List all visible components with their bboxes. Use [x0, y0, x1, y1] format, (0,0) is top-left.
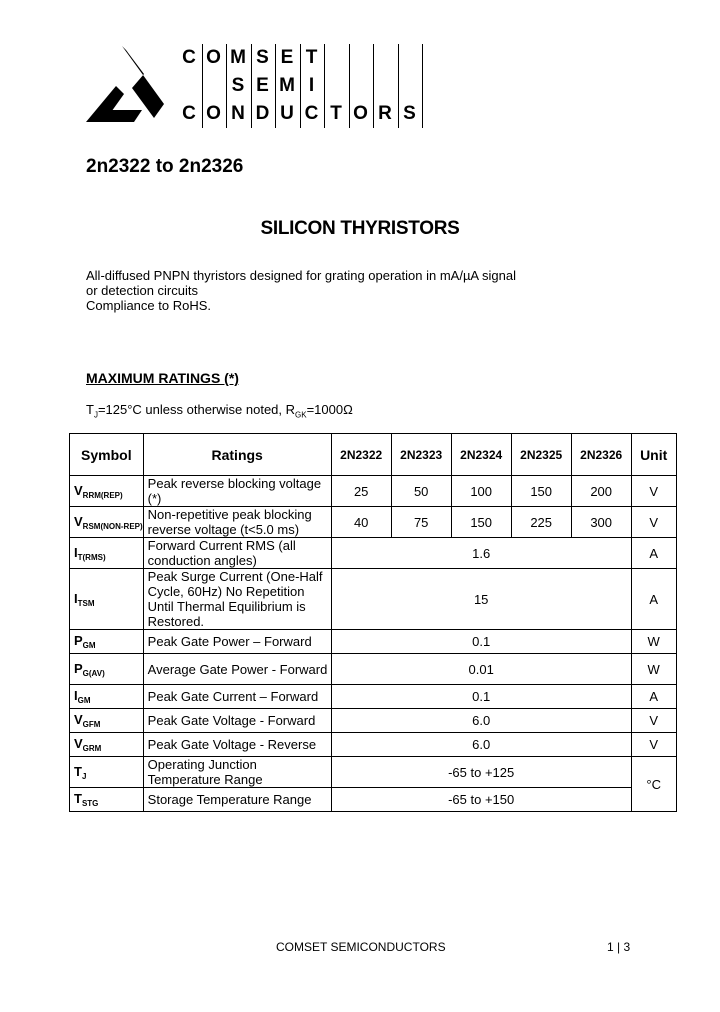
symbol-subscript: GM	[77, 696, 91, 705]
table-row	[70, 654, 677, 685]
logo-letter: S	[403, 103, 416, 124]
unit-cell: W	[631, 654, 676, 685]
logo-letter: T	[305, 47, 318, 68]
symbol-letter: T	[74, 763, 82, 779]
table-row	[70, 630, 677, 654]
document-title: 2n2322 to 2n2326	[86, 156, 244, 177]
logo-letter: U	[280, 103, 294, 124]
section-title: SILICON THYRISTORS	[260, 218, 460, 239]
symbol-cell	[70, 569, 144, 630]
rating-cell: Peak Gate Voltage - Forward	[143, 709, 331, 733]
value-cell: 40	[331, 507, 391, 538]
symbol-cell	[70, 757, 144, 788]
symbol-cell	[70, 733, 144, 757]
table-row	[70, 788, 677, 812]
table-header-row	[70, 434, 677, 476]
header-ratings: Ratings	[143, 434, 331, 476]
logo-letter: M	[230, 47, 246, 68]
value-cell: 100	[451, 476, 511, 507]
symbol-letter: T	[74, 791, 82, 806]
table-row	[70, 569, 677, 630]
tj-symbol: T	[86, 402, 94, 417]
table-row	[70, 538, 677, 569]
test-conditions	[86, 402, 353, 420]
rgk-text: =1000Ω	[306, 402, 353, 417]
unit-cell: W	[631, 630, 676, 654]
logo-divider	[202, 44, 203, 128]
value-cell: 150	[511, 476, 571, 507]
company-logo-mark	[86, 46, 164, 122]
header-device: 2N2325	[511, 434, 571, 476]
description-line: All-diffused PNPN thyristors designed for grating operation in mA/µA signal	[86, 268, 516, 283]
logo-letter: S	[231, 75, 245, 96]
logo-letter: T	[330, 103, 342, 124]
symbol-letter: P	[74, 660, 83, 676]
symbol-subscript: J	[81, 771, 87, 781]
symbol-cell	[70, 538, 144, 569]
logo-divider	[349, 44, 350, 128]
symbol-cell	[70, 476, 144, 507]
symbol-subscript: GFM	[82, 720, 101, 729]
logo-divider	[275, 44, 276, 128]
symbol-cell	[70, 630, 144, 654]
logo-letter: O	[206, 103, 221, 124]
value-cell: 50	[391, 476, 451, 507]
logo-letter: E	[256, 75, 269, 96]
value-cell: 1.6	[331, 538, 631, 569]
value-cell: 6.0	[331, 733, 631, 757]
symbol-letter: V	[74, 513, 83, 529]
header-device: 2N2326	[571, 434, 631, 476]
value-cell: 15	[331, 569, 631, 630]
symbol-cell	[70, 788, 144, 812]
unit-cell: A	[631, 685, 676, 709]
logo-letter: O	[353, 103, 368, 124]
page-number: 1 | 3	[607, 940, 631, 954]
logo-divider	[398, 44, 399, 128]
unit-cell: °C	[631, 757, 676, 812]
footer-company: COMSET SEMICONDUCTORS	[276, 940, 446, 954]
logo-divider	[251, 44, 252, 128]
header-device: 2N2324	[451, 434, 511, 476]
logo-letter: R	[378, 103, 392, 124]
value-cell: 75	[391, 507, 451, 538]
description	[86, 268, 516, 313]
rating-cell: Storage Temperature Range	[143, 788, 331, 812]
symbol-letter: V	[74, 712, 83, 727]
logo-letter: C	[304, 103, 319, 124]
tj-subscript: J	[93, 410, 98, 420]
symbol-letter: I	[74, 544, 78, 560]
rating-cell: Peak reverse blocking voltage (*)	[143, 476, 331, 507]
logo-letter: C	[182, 103, 196, 124]
table-row	[70, 476, 677, 507]
unit-cell: V	[631, 733, 676, 757]
symbol-subscript: GM	[82, 641, 96, 650]
value-cell: 150	[451, 507, 511, 538]
description-line: Compliance to RoHS.	[86, 298, 211, 313]
logo-letter: E	[280, 47, 294, 68]
rating-cell: Peak Gate Power – Forward	[143, 630, 331, 654]
logo-letter: I	[308, 75, 315, 96]
logo-divider	[226, 44, 227, 128]
symbol-subscript: G(AV)	[82, 668, 105, 678]
value-cell: 6.0	[331, 709, 631, 733]
table-row	[70, 709, 677, 733]
logo-letter: N	[231, 103, 245, 124]
logo-letter: D	[255, 103, 270, 124]
symbol-letter: V	[74, 736, 83, 751]
symbol-subscript: RSM(NON-REP)	[82, 521, 143, 531]
table-row	[70, 757, 677, 788]
symbol-subscript: T(RMS)	[77, 552, 106, 562]
rating-cell: Non-repetitive peak blocking reverse voltage (t<5.0 ms)	[143, 507, 331, 538]
logo-divider	[422, 44, 423, 128]
logo-letter: C	[182, 47, 196, 68]
symbol-cell	[70, 507, 144, 538]
value-cell: 200	[571, 476, 631, 507]
symbol-cell	[70, 709, 144, 733]
symbol-letter: P	[74, 633, 83, 648]
logo-letter: S	[256, 47, 269, 68]
logo-letter	[178, 72, 200, 100]
rating-cell: Peak Gate Current – Forward	[143, 685, 331, 709]
logo-letter: M	[279, 75, 295, 96]
tj-text: =125°C unless otherwise noted, R	[97, 402, 296, 417]
value-cell: -65 to +150	[331, 788, 631, 812]
symbol-letter: I	[74, 688, 78, 703]
unit-cell: V	[631, 476, 676, 507]
value-cell: 0.1	[331, 630, 631, 654]
logo-letter	[203, 72, 225, 100]
table-row	[70, 507, 677, 538]
rating-cell: Peak Surge Current (One-Half Cycle, 60Hz) No Repetition Until Thermal Equilibrium is Restored.	[143, 569, 331, 630]
table-row	[70, 733, 677, 757]
description-line: or detection circuits	[86, 283, 198, 298]
symbol-cell	[70, 685, 144, 709]
unit-cell: A	[631, 569, 676, 630]
header-device: 2N2322	[331, 434, 391, 476]
value-cell: -65 to +125	[331, 757, 631, 788]
rgk-subscript: GK	[295, 410, 307, 420]
symbol-subscript: RRM(REP)	[82, 490, 123, 500]
rating-cell: Peak Gate Voltage - Reverse	[143, 733, 331, 757]
value-cell: 225	[511, 507, 571, 538]
table-row	[70, 685, 677, 709]
value-cell: 0.1	[331, 685, 631, 709]
value-cell: 0.01	[331, 654, 631, 685]
unit-cell: A	[631, 538, 676, 569]
symbol-letter: V	[74, 482, 83, 498]
unit-cell: V	[631, 507, 676, 538]
ratings-heading: MAXIMUM RATINGS (*)	[86, 370, 239, 386]
logo-letter: O	[206, 47, 221, 68]
symbol-cell	[70, 654, 144, 685]
symbol-subscript: TSM	[77, 598, 95, 608]
logo-divider	[300, 44, 301, 128]
unit-cell: V	[631, 709, 676, 733]
logo-divider	[373, 44, 374, 128]
symbol-subscript: STG	[81, 799, 99, 808]
rating-cell: Forward Current RMS (all conduction angles)	[143, 538, 331, 569]
rating-cell: Average Gate Power - Forward	[143, 654, 331, 685]
rating-cell: Operating Junction Temperature Range	[143, 757, 331, 788]
header-symbol: Symbol	[70, 434, 144, 476]
value-cell: 25	[331, 476, 391, 507]
logo-divider	[324, 44, 325, 128]
maximum-ratings-table	[69, 433, 677, 812]
header-device: 2N2323	[391, 434, 451, 476]
header-unit: Unit	[631, 434, 676, 476]
symbol-subscript: GRM	[82, 744, 102, 753]
value-cell: 300	[571, 507, 631, 538]
symbol-letter: I	[74, 590, 78, 606]
